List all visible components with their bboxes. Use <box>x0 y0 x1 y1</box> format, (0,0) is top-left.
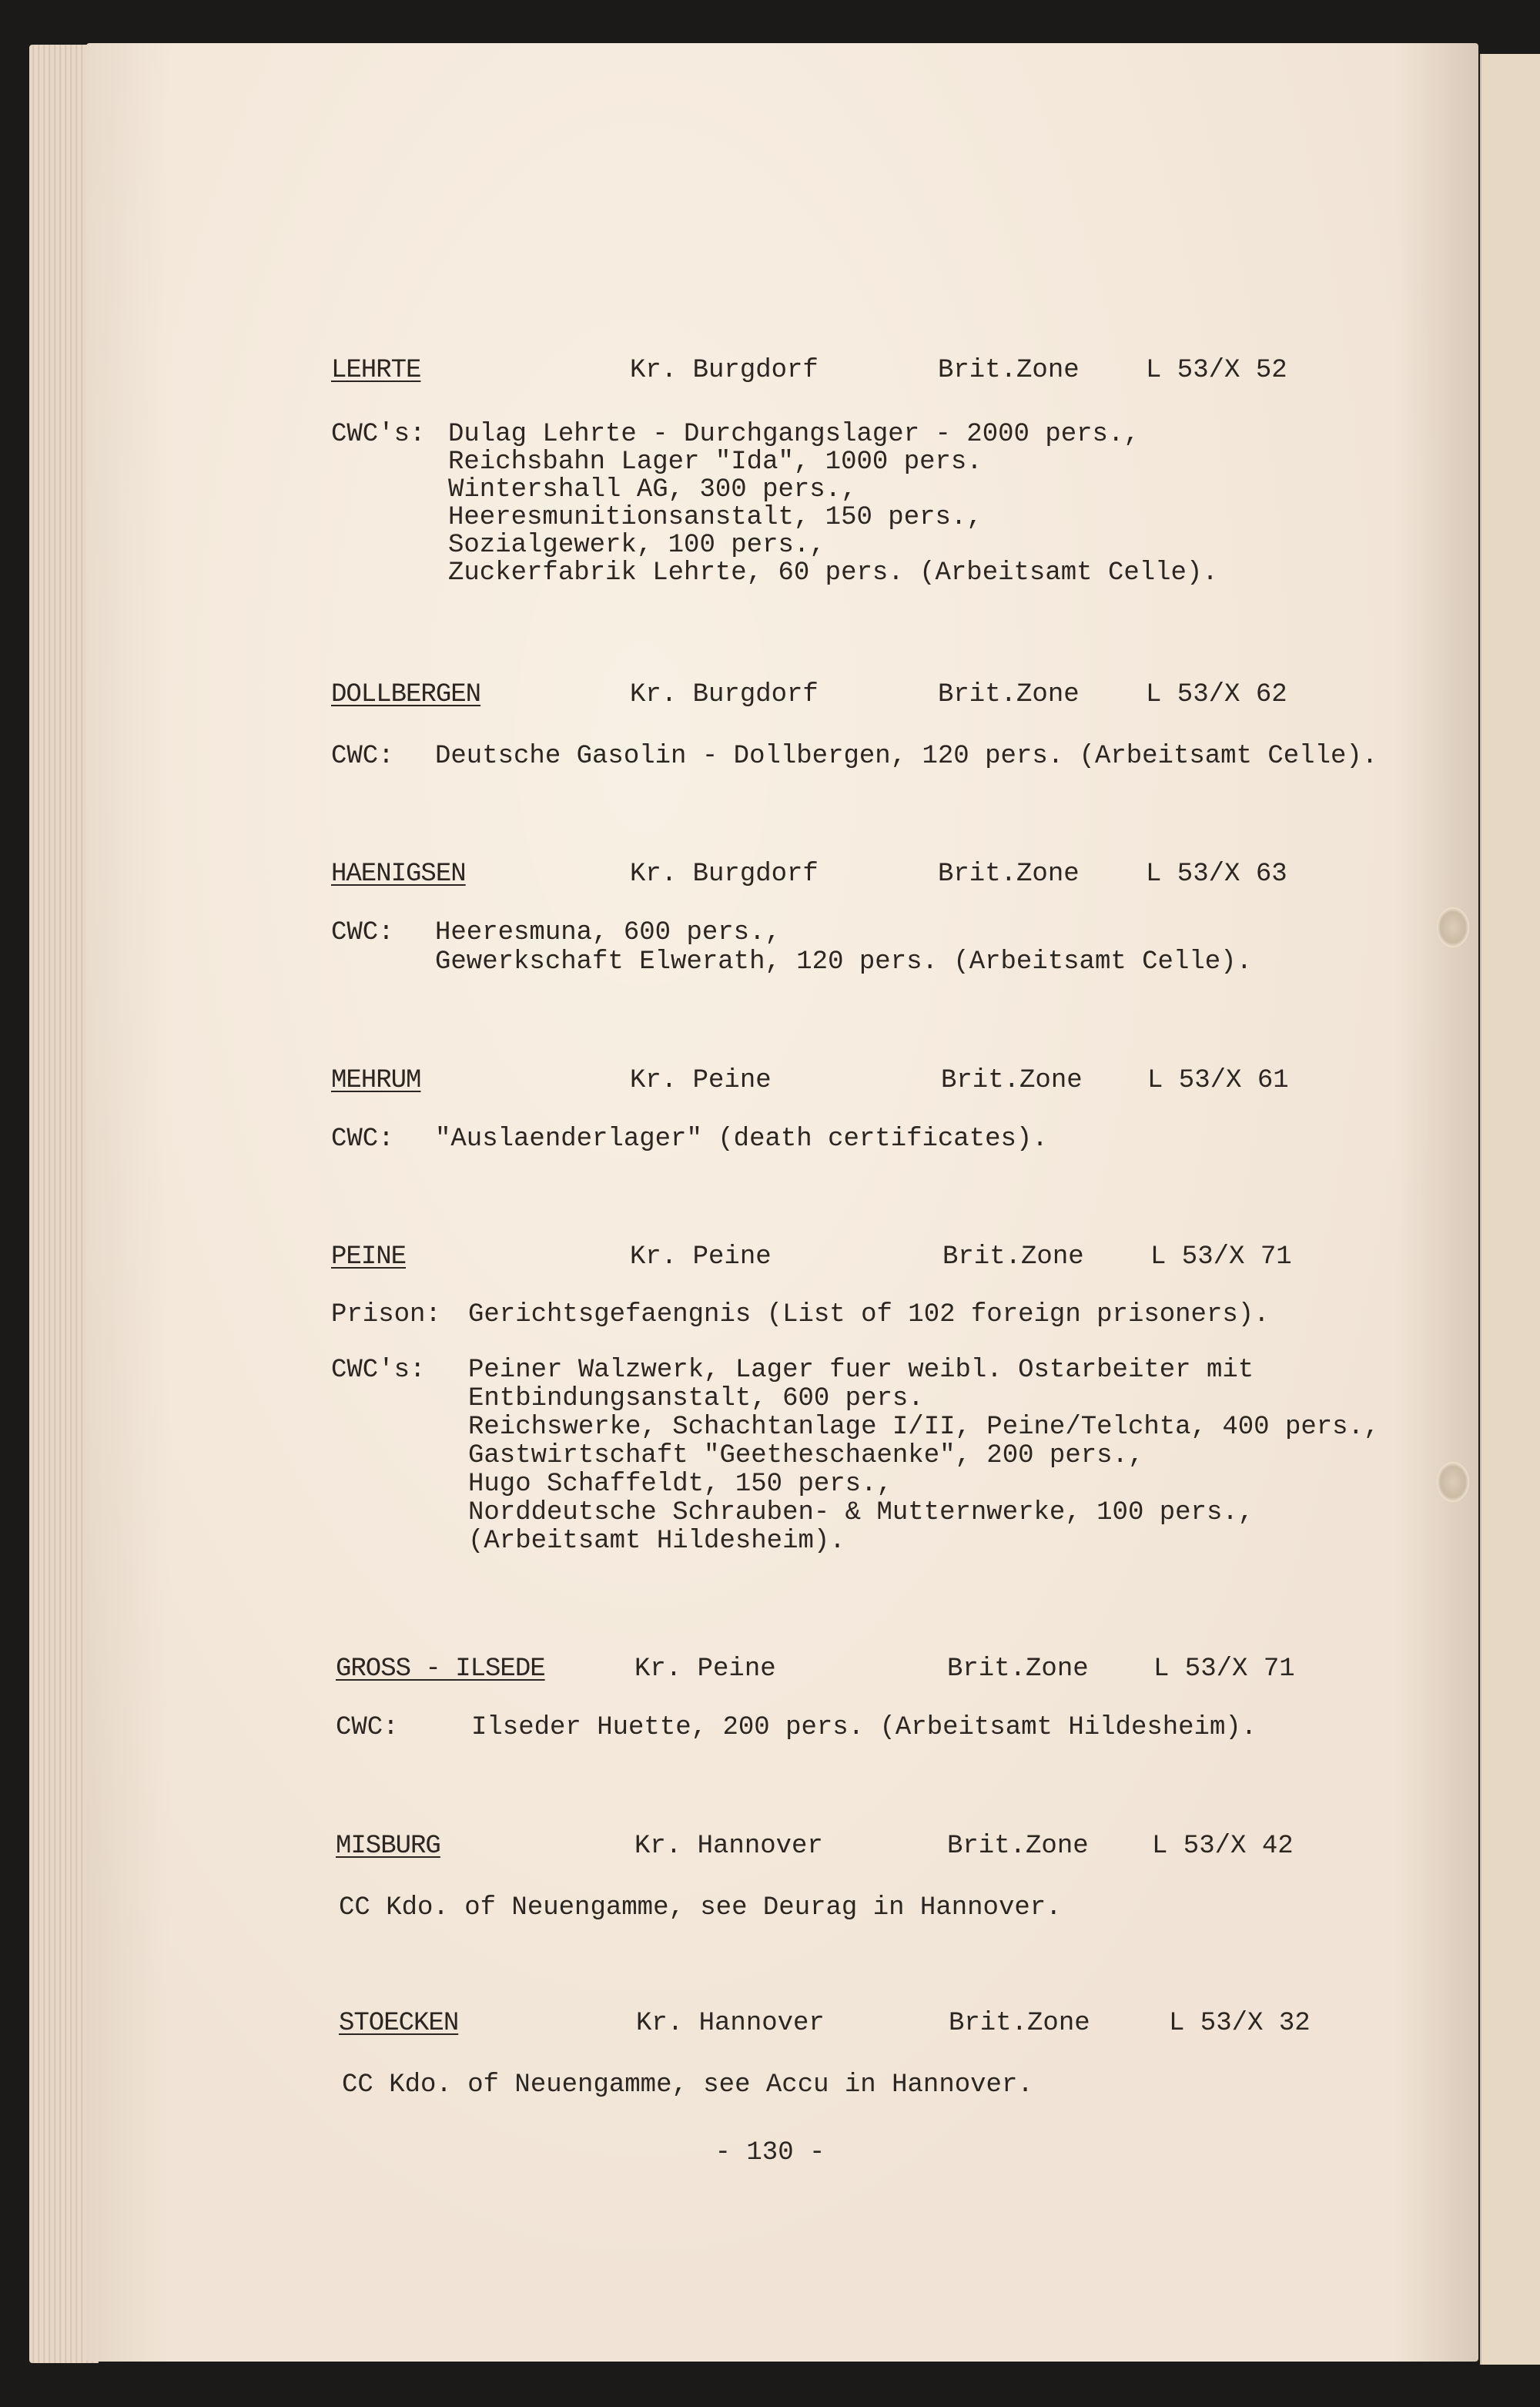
entry-reference: L 53/X 42 <box>1152 1832 1294 1861</box>
entry-line: Reichswerke, Schachtanlage I/II, Peine/Telchta, 400 pers., <box>468 1413 1380 1442</box>
entry-line: Wintershall AG, 300 pers., <box>448 475 857 505</box>
entry-place: GROSS - ILSEDE <box>336 1654 545 1684</box>
entry-label: CWC: <box>331 1125 394 1154</box>
entry-place: STOECKEN <box>339 2009 459 2038</box>
entry-zone: Brit.Zone <box>942 1242 1084 1272</box>
entry-district: Kr. Burgdorf <box>630 356 819 385</box>
entry-zone: Brit.Zone <box>938 860 1080 889</box>
entry-place: PEINE <box>331 1242 407 1272</box>
entry-line: Gastwirtschaft "Geetheschaenke", 200 pers., <box>468 1441 1144 1470</box>
entry-note: CC Kdo. of Neuengamme, see Deurag in Hannover. <box>339 1893 1062 1923</box>
entry-note: CC Kdo. of Neuengamme, see Accu in Hannover. <box>342 2070 1033 2100</box>
entry-place: LEHRTE <box>331 356 421 385</box>
entry-place: DOLLBERGEN <box>331 680 481 709</box>
entry-line: Norddeutsche Schrauben- & Mutternwerke, 100 pers., <box>468 1498 1254 1527</box>
entry-district: Kr. Burgdorf <box>630 680 819 709</box>
entry-place: HAENIGSEN <box>331 860 466 889</box>
entry-line: Peiner Walzwerk, Lager fuer weibl. Ostarbeiter mit <box>468 1356 1254 1385</box>
entry-place: MISBURG <box>336 1832 440 1861</box>
entry-line: Reichsbahn Lager "Ida", 1000 pers. <box>448 448 983 477</box>
entry-line: Zuckerfabrik Lehrte, 60 pers. (Arbeitsamt Celle). <box>448 558 1218 588</box>
entry-label: Prison: <box>331 1300 441 1329</box>
entry-line: Gerichtsgefaengnis (List of 102 foreign prisoners). <box>468 1300 1270 1329</box>
entry-reference: L 53/X 71 <box>1150 1242 1292 1272</box>
entry-district: Kr. Peine <box>634 1654 776 1684</box>
entry-zone: Brit.Zone <box>938 680 1080 709</box>
entry-label: CWC's: <box>331 420 426 449</box>
entry-district: Kr. Peine <box>630 1242 772 1272</box>
entry-reference: L 53/X 52 <box>1146 356 1287 385</box>
entry-zone: Brit.Zone <box>938 356 1080 385</box>
entry-district: Kr. Peine <box>630 1066 772 1095</box>
entry-reference: L 53/X 63 <box>1146 860 1287 889</box>
entry-zone: Brit.Zone <box>949 2009 1090 2038</box>
entry-line: (Arbeitsamt Hildesheim). <box>468 1527 845 1556</box>
entry-line: Entbindungsanstalt, 600 pers. <box>468 1384 924 1413</box>
entry-line: Sozialgewerk, 100 pers., <box>448 531 825 560</box>
entry-label: CWC: <box>331 742 394 771</box>
entry-line: Ilseder Huette, 200 pers. (Arbeitsamt Hildesheim). <box>471 1713 1257 1742</box>
entry-line: Hugo Schaffeldt, 150 pers., <box>468 1470 892 1499</box>
entry-line: Dulag Lehrte - Durchgangslager - 2000 pers., <box>448 420 1140 449</box>
entry-zone: Brit.Zone <box>947 1832 1089 1861</box>
entry-reference: L 53/X 62 <box>1146 680 1287 709</box>
entry-reference: L 53/X 71 <box>1153 1654 1295 1684</box>
entry-label: CWC's: <box>331 1356 426 1385</box>
entry-label: CWC: <box>336 1713 399 1742</box>
entry-label: CWC: <box>331 918 394 947</box>
entry-reference: L 53/X 32 <box>1169 2009 1311 2038</box>
entry-line: "Auslaenderlager" (death certificates). <box>435 1125 1048 1154</box>
entry-line: Gewerkschaft Elwerath, 120 pers. (Arbeitsamt Celle). <box>435 947 1252 977</box>
entry-line: Heeresmuna, 600 pers., <box>435 918 781 947</box>
entry-district: Kr. Burgdorf <box>630 860 819 889</box>
entry-district: Kr. Hannover <box>634 1832 823 1861</box>
entry-district: Kr. Hannover <box>636 2009 825 2038</box>
entry-reference: L 53/X 61 <box>1147 1066 1289 1095</box>
entry-line: Deutsche Gasolin - Dollbergen, 120 pers. (Arbeitsamt Celle). <box>435 742 1378 771</box>
entry-line: Heeresmunitionsanstalt, 150 pers., <box>448 503 983 532</box>
entry-zone: Brit.Zone <box>947 1654 1089 1684</box>
entry-zone: Brit.Zone <box>941 1066 1083 1095</box>
entry-place: MEHRUM <box>331 1066 421 1095</box>
page-number: - 130 - <box>715 2138 825 2167</box>
